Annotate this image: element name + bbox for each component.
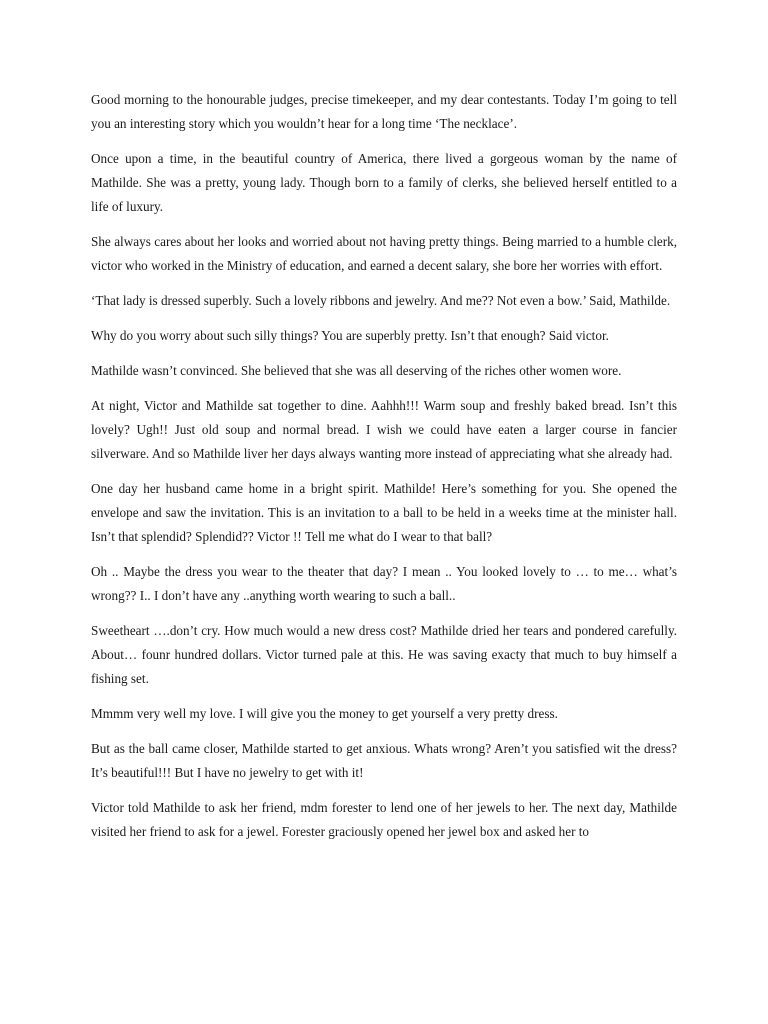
paragraph-12: But as the ball came closer, Mathilde started to get anxious. Whats wrong? Aren’t you satisfied wit the dress? It’s beautiful!!! But I have no jewelry to get with it!	[91, 741, 677, 780]
paragraph-13: Victor told Mathilde to ask her friend, mdm forester to lend one of her jewels to her. The next day, Mathilde visited her friend to ask for a jewel. Forester graciously opened her jewel box and asked her to	[91, 800, 677, 839]
paragraph-6: Mathilde wasn’t convinced. She believed that she was all deserving of the riches other women wore.	[91, 363, 622, 378]
document-page	[91, 88, 677, 855]
paragraph-11: Mmmm very well my love. I will give you the money to get yourself a very pretty dress.	[91, 706, 558, 721]
paragraph-5: Why do you worry about such silly things? You are superbly pretty. Isn’t that enough? Said victor.	[91, 328, 609, 343]
paragraph-1: Good morning to the honourable judges, precise timekeeper, and my dear contestants. Today I’m going to tell you an interesting story which you wouldn’t hear for a long time ‘The necklace’.	[91, 92, 677, 131]
paragraph-2: Once upon a time, in the beautiful country of America, there lived a gorgeous woman by the name of Mathilde. She was a pretty, young lady. Though born to a family of clerks, she believed herself entitled to a life of luxury.	[91, 151, 677, 214]
paragraph-8: One day her husband came home in a bright spirit. Mathilde! Here’s something for you. She opened the envelope and saw the invitation. This is an invitation to a ball to be held in a weeks time at the minister hall. Isn’t that splendid? Splendid?? Victor !! Tell me what do I wear to that ball?	[91, 481, 677, 544]
paragraph-10: Sweetheart ….don’t cry. How much would a new dress cost? Mathilde dried her tears and pondered carefully. About… founr hundred dollars. Victor turned pale at this. He was saving exacty that much to buy himself a fishing set.	[91, 623, 677, 686]
paragraph-7: At night, Victor and Mathilde sat together to dine. Aahhh!!! Warm soup and freshly baked bread. Isn’t this lovely? Ugh!! Just old soup and normal bread. I wish we could have eaten a larger course in fancier silverware. And so Mathilde liver her days always wanting more instead of appreciating what she already had.	[91, 398, 677, 461]
paragraph-3: She always cares about her looks and worried about not having pretty things. Being married to a humble clerk, victor who worked in the Ministry of education, and earned a decent salary, she bore her worries with effort.	[91, 234, 677, 273]
paragraph-9: Oh .. Maybe the dress you wear to the theater that day? I mean .. You looked lovely to … to me… what’s wrong?? I.. I don’t have any ..anything worth wearing to such a ball..	[91, 564, 677, 603]
paragraph-4: ‘That lady is dressed superbly. Such a lovely ribbons and jewelry. And me?? Not even a bow.’ Said, Mathilde.	[91, 293, 671, 308]
